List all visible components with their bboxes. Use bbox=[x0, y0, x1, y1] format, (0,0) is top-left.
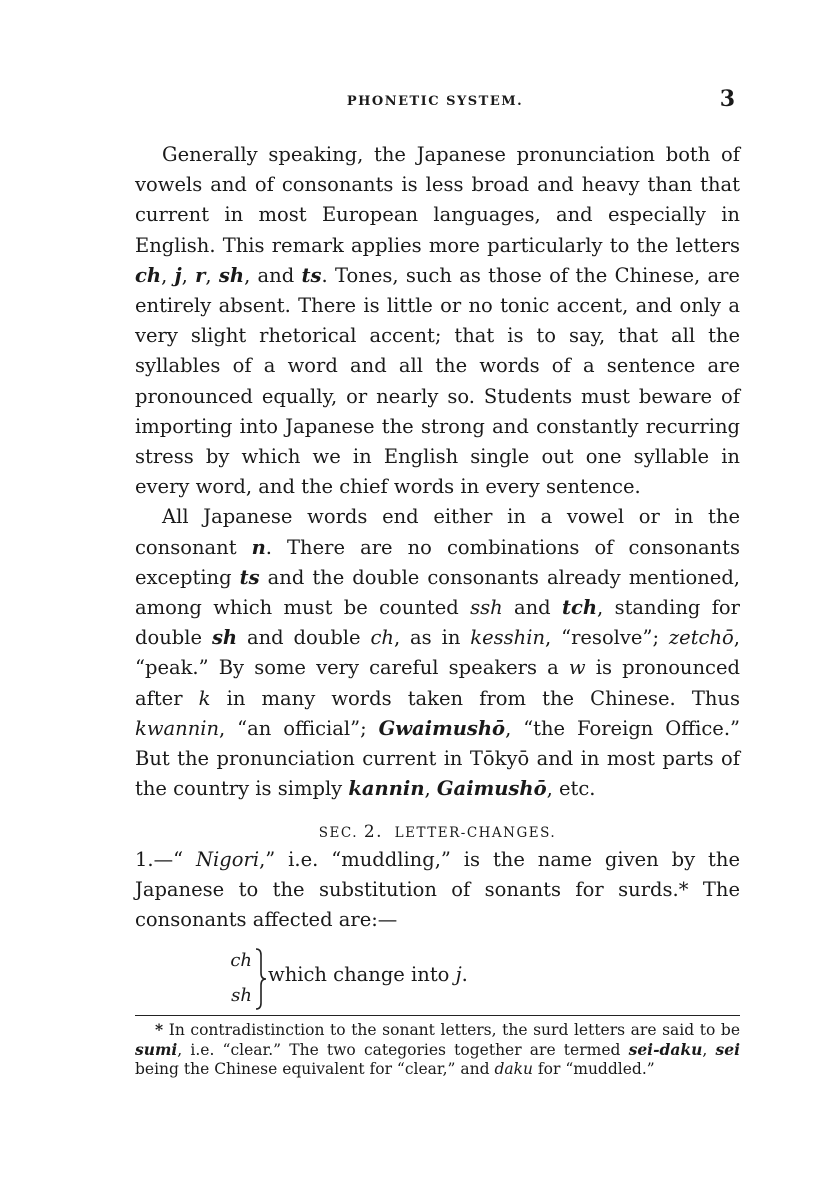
footnote-marker: * bbox=[155, 1020, 164, 1039]
text-run: and the double consonants already mentioned, among which must be counted bbox=[135, 565, 740, 620]
text-run: , “peak.” By some very careful speakers a bbox=[135, 626, 740, 680]
section-title: LETTER-CHANGES. bbox=[394, 825, 557, 841]
word-zetcho: zetchō bbox=[668, 626, 734, 650]
page-number: 3 bbox=[719, 86, 735, 112]
paragraph-pronunciation bbox=[135, 140, 740, 502]
text-run: being the Chinese equivalent for “clear,” and bbox=[135, 1060, 495, 1078]
word-kannin: kannin bbox=[348, 777, 425, 801]
text-run: is pronounced after bbox=[135, 656, 740, 710]
letter-n: n bbox=[251, 535, 266, 559]
word-sei: sei bbox=[715, 1040, 740, 1059]
text-run: and bbox=[502, 596, 562, 620]
letter-k: k bbox=[198, 686, 211, 710]
text-run: , bbox=[181, 263, 196, 287]
letter-r: r bbox=[195, 263, 206, 287]
text-run: , bbox=[161, 263, 175, 287]
running-head bbox=[135, 86, 735, 114]
right-brace-icon bbox=[254, 947, 268, 1011]
letter-ch: ch bbox=[370, 626, 394, 650]
text-run: in many words taken from the Chinese. Thus bbox=[210, 686, 740, 710]
brace-letter-sh: sh bbox=[231, 985, 252, 1006]
text-run: In contradistinction to the sonant letters, the surd letters are said to be bbox=[163, 1021, 740, 1039]
text-run: and double bbox=[237, 626, 371, 650]
text-run: , as in bbox=[393, 626, 471, 650]
body-text bbox=[135, 140, 740, 804]
letter-ssh: ssh bbox=[470, 596, 503, 620]
text-run: , “resolve”; bbox=[545, 626, 669, 650]
word-sumi: sumi bbox=[135, 1040, 178, 1059]
text-run: All Japanese words end either in a vowel or in the consonant bbox=[135, 505, 740, 559]
letter-sh: sh bbox=[218, 263, 245, 287]
word-kwannin: kwannin bbox=[135, 716, 220, 740]
text-run: for “muddled.” bbox=[533, 1060, 655, 1078]
footnote-rule bbox=[135, 1015, 740, 1016]
brace-letters bbox=[222, 943, 252, 1013]
text-run: 1.—“ bbox=[135, 848, 196, 871]
word-nigori: Nigori bbox=[195, 848, 260, 871]
text-run: , standing for double bbox=[135, 596, 740, 650]
text-run: . Tones, such as those of the Chinese, are entirely absent. There is little or no tonic accent, and only a very slight rhetorical accent; that is to say, that all the syllables of a word and all the words of a sentence are pronounced equally, or nearly so. Students must beware of importing into Japanese the strong and constantly recurring stress by which we in English single out one syllable in every word, and the chief words in every sentence. bbox=[135, 263, 740, 499]
text-run: which change into bbox=[268, 963, 456, 986]
text-run: ,” i.e. “muddling,” is the name given by the Japanese to the substitution of sonants for surds.* The consonants affected are:— bbox=[135, 848, 740, 932]
letter-ts: ts bbox=[301, 263, 322, 287]
text-run: , etc. bbox=[546, 777, 596, 801]
brace-block bbox=[222, 943, 542, 1013]
text-run: Generally speaking, the Japanese pronunciation both of vowels and of consonants is less broad and heavy than that current in most European languages, and especially in English. This remark applies more particularly to the letters bbox=[135, 143, 740, 257]
text-run: , bbox=[424, 777, 437, 801]
letter-j: j bbox=[455, 963, 462, 986]
letter-ts: ts bbox=[239, 565, 260, 589]
text-run: . There are no combinations of consonants excepting bbox=[135, 535, 741, 589]
text-run: , “the Foreign Office.” But the pronunciation current in Tōkyō and in most parts of the country is simply bbox=[135, 716, 741, 801]
footnote-text bbox=[135, 1020, 740, 1079]
brace-text bbox=[268, 963, 468, 986]
text-run: , bbox=[702, 1041, 716, 1059]
text-run: , bbox=[205, 263, 219, 287]
word-gaimusho: Gaimushō bbox=[436, 777, 547, 801]
word-kesshin: kesshin bbox=[470, 626, 546, 650]
paragraph-consonants bbox=[135, 502, 740, 804]
text-run: . bbox=[461, 963, 468, 986]
paragraph-nigori bbox=[135, 845, 740, 936]
section-label: SEC. bbox=[318, 825, 359, 841]
text-run: , “an official”; bbox=[219, 716, 379, 740]
letter-w: w bbox=[568, 656, 586, 680]
letter-ch: ch bbox=[135, 263, 162, 287]
section-text bbox=[135, 845, 740, 936]
section-heading bbox=[135, 822, 740, 842]
section-number: 2. bbox=[363, 822, 384, 842]
letter-sh: sh bbox=[211, 626, 238, 650]
footnote bbox=[135, 1020, 740, 1079]
running-title: PHONETIC SYSTEM. bbox=[346, 94, 524, 109]
word-sei-daku: sei-daku bbox=[628, 1040, 703, 1059]
brace-letter-ch: ch bbox=[230, 950, 252, 971]
text-run: , and bbox=[244, 263, 302, 287]
word-gwaimusho: Gwaimushō bbox=[378, 716, 506, 740]
letter-tch: tch bbox=[561, 596, 598, 620]
text-run: , i.e. “clear.” The two categories together are termed bbox=[177, 1041, 629, 1059]
word-daku: daku bbox=[494, 1060, 533, 1078]
letter-j: j bbox=[174, 263, 182, 287]
